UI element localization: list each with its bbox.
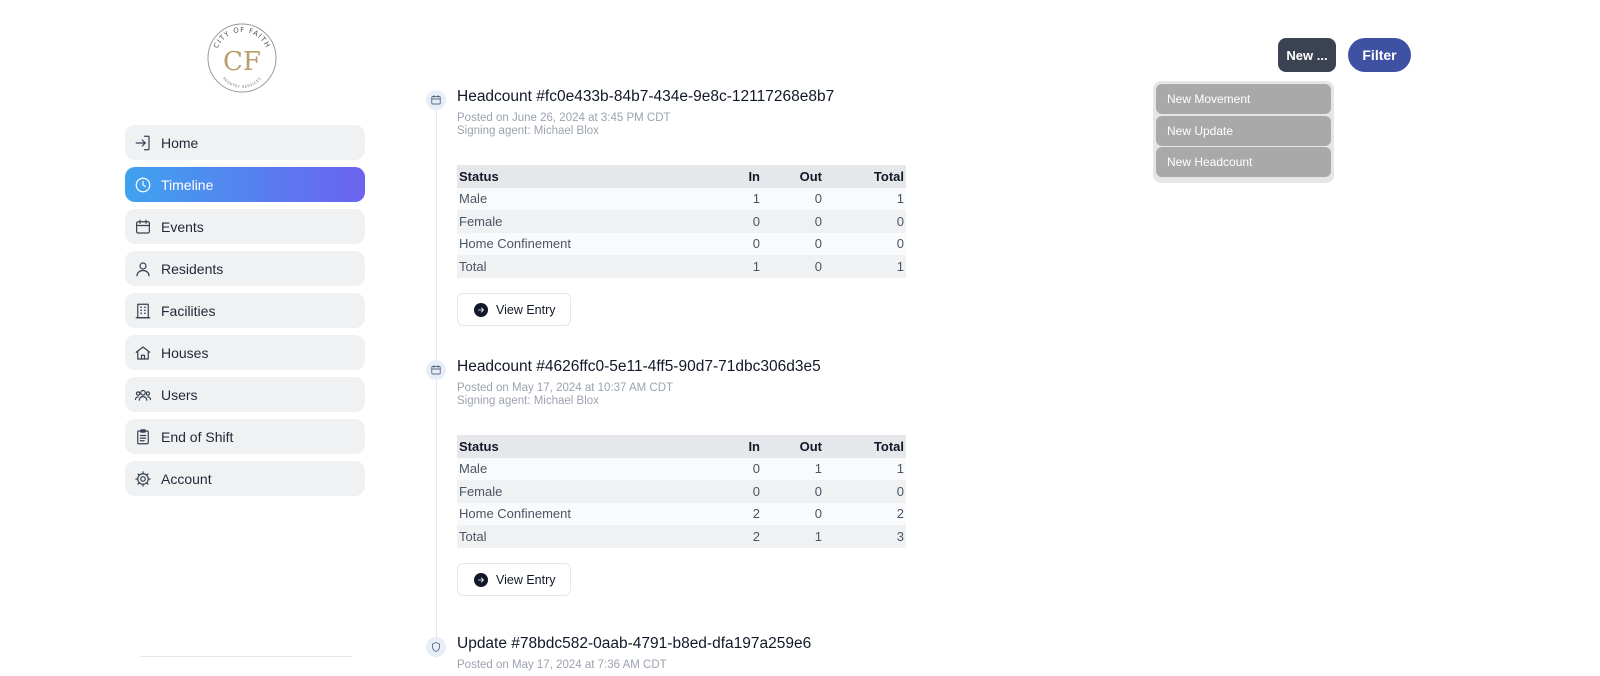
cell-status: Home Confinement [457,233,707,256]
cell-in: 1 [707,188,762,211]
svg-text:REENTRY SERVICES: REENTRY SERVICES [221,76,263,90]
sidebar-item-account[interactable] [125,461,365,496]
cell-in: 0 [707,233,762,256]
timeline-entry [426,88,946,333]
user-icon [133,259,153,279]
sidebar-item-label: Houses [161,344,209,361]
sidebar-item-end-of-shift[interactable] [125,419,365,454]
cell-out: 0 [762,480,824,503]
users-icon [133,385,153,405]
menu-item-new-headcount[interactable]: New Headcount [1156,147,1331,177]
view-entry-button[interactable] [457,563,571,596]
cell-total: 1 [824,458,906,481]
cell-out: 0 [762,503,824,526]
svg-text:CF: CF [223,47,261,77]
cell-status: Female [457,210,707,233]
building-icon [133,301,153,321]
cell-total: 0 [824,480,906,503]
house-icon [133,343,153,363]
entry-meta [457,112,671,137]
view-entry-button[interactable] [457,293,571,326]
sidebar [0,0,390,676]
cell-in: 0 [707,458,762,481]
sidebar-item-label: Home [161,134,199,151]
cell-out: 0 [762,255,824,278]
column-header-in: In [707,435,762,458]
column-header-total: Total [824,165,906,188]
cell-status: Male [457,458,707,481]
cell-in: 0 [707,480,762,503]
cell-total: 1 [824,255,906,278]
cell-total: 1 [824,188,906,211]
cell-out: 1 [762,525,824,548]
calendar-icon [426,90,446,110]
new-dropdown-menu [1153,81,1334,183]
menu-item-new-update[interactable]: New Update [1156,116,1331,146]
column-header-total: Total [824,435,906,458]
login-icon [133,133,153,153]
column-header-in: In [707,165,762,188]
sidebar-item-label: Residents [161,260,224,277]
sidebar-divider [140,656,352,657]
entry-agent: Signing agent: Michael Blox [457,124,599,137]
new-button[interactable]: New ... [1278,38,1336,72]
sidebar-item-users[interactable] [125,377,365,412]
table-row [457,233,906,256]
entry-agent: Signing agent: Michael Blox [457,394,599,407]
cell-status: Male [457,188,707,211]
city-of-faith-logo[interactable] [204,18,280,98]
table-row [457,458,906,481]
sidebar-item-events[interactable] [125,209,365,244]
calendar-icon [133,217,153,237]
cell-total: 0 [824,210,906,233]
sidebar-item-label: Account [161,470,212,487]
sidebar-item-home[interactable] [125,125,365,160]
sidebar-item-facilities[interactable] [125,293,365,328]
view-entry-label: View Entry [496,572,556,587]
sidebar-item-label: Facilities [161,302,216,319]
headcount-table [457,165,906,278]
svg-text:CITY OF FAITH: CITY OF FAITH [212,25,272,50]
calendar-icon [426,360,446,380]
cell-in: 2 [707,525,762,548]
entry-meta [457,659,667,672]
table-row [457,210,906,233]
entry-posted: Posted on May 17, 2024 at 10:37 AM CDT [457,382,674,394]
entry-title[interactable]: Update #78bdc582-0aab-4791-b8ed-dfa197a259e6 [457,635,812,652]
sidebar-item-houses[interactable] [125,335,365,370]
view-entry-label: View Entry [496,302,556,317]
gear-icon [133,469,153,489]
sidebar-item-label: Timeline [161,176,214,193]
cell-out: 0 [762,188,824,211]
column-header-status: Status [457,435,707,458]
cell-out: 0 [762,233,824,256]
shield-icon [426,637,446,657]
entry-title[interactable]: Headcount #4626ffc0-5e11-4ff5-90d7-71dbc306d3e5 [457,358,821,375]
column-header-status: Status [457,165,707,188]
cell-status: Female [457,480,707,503]
cell-total: 0 [824,233,906,256]
menu-item-new-movement[interactable]: New Movement [1156,84,1331,114]
column-header-out: Out [762,435,824,458]
entry-posted: Posted on June 26, 2024 at 3:45 PM CDT [457,112,671,124]
cell-out: 1 [762,458,824,481]
sidebar-nav [125,125,365,503]
filter-button[interactable]: Filter [1348,38,1411,72]
cell-in: 1 [707,255,762,278]
cell-in: 2 [707,503,762,526]
cell-out: 0 [762,210,824,233]
table-row [457,503,906,526]
sidebar-item-residents[interactable] [125,251,365,286]
timeline-entry [426,635,946,676]
cell-total: 2 [824,503,906,526]
sidebar-item-label: Events [161,218,204,235]
timeline-entry [426,358,946,603]
cell-status: Home Confinement [457,503,707,526]
cell-status: Total [457,255,707,278]
clipboard-icon [133,427,153,447]
entry-meta [457,382,673,407]
cell-in: 0 [707,210,762,233]
entry-title[interactable]: Headcount #fc0e433b-84b7-434e-9e8c-12117268e8b7 [457,88,835,105]
entry-posted: Posted on May 17, 2024 at 7:36 AM CDT [457,659,667,671]
arrow-right-circle-icon [474,303,488,317]
arrow-right-circle-icon [474,573,488,587]
sidebar-item-label: Users [161,386,198,403]
column-header-out: Out [762,165,824,188]
table-row [457,255,906,278]
cell-total: 3 [824,525,906,548]
table-row [457,188,906,211]
headcount-table [457,435,906,548]
table-row [457,525,906,548]
sidebar-item-timeline[interactable] [125,167,365,202]
cell-status: Total [457,525,707,548]
clock-icon [133,175,153,195]
table-row [457,480,906,503]
sidebar-item-label: End of Shift [161,428,234,445]
